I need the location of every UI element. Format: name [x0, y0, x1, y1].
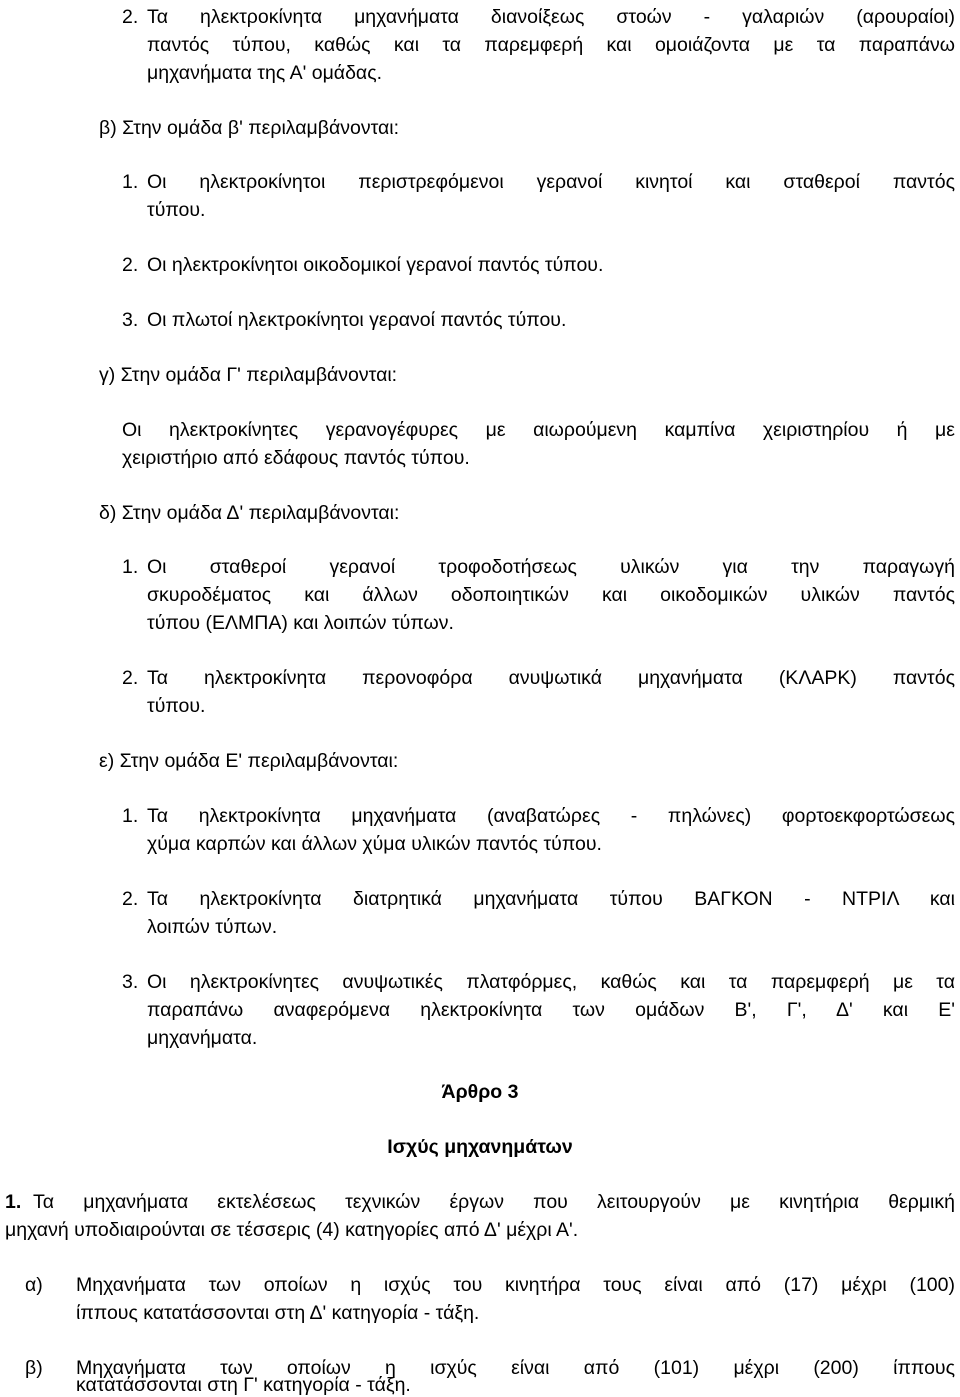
list-item-text: λοιπών τύπων. — [147, 916, 278, 938]
paragraph-text: χειριστήριο από εδάφους παντός τύπου. — [122, 447, 470, 469]
list-item-text: Οι σταθεροί γερανοί τροφοδοτήσεως υλικών για την παραγωγή — [147, 556, 955, 578]
list-item-text: τύπου (ΕΛΜΠΑ) και λοιπών τύπων. — [147, 612, 454, 634]
list-item-text: Οι ηλεκτροκίνητες ανυψωτικές πλατφόρμες, καθώς και τα παρεμφερή με τα — [147, 971, 955, 993]
list-item-text: μηχανήματα. — [147, 1027, 258, 1049]
list-item-text: Οι ηλεκτροκίνητοι περιστρεφόμενοι γερανοί κινητοί και σταθεροί παντός — [147, 171, 955, 193]
subparagraph-text: ίππους κατατάσσονται στη Δ' κατηγορία - τάξη. — [76, 1302, 480, 1324]
list-item-text: παντός τύπου, καθώς και τα παρεμφερή και ομοιάζοντα με τα παραπάνω — [147, 34, 955, 56]
paragraph-text: μηχανή υποδιαιρούνται σε τέσσερις (4) κατηγορίες από Δ' μέχρι Α'. — [5, 1219, 579, 1241]
list-item-text: χύμα καρπών και άλλων χύμα υλικών παντός τύπου. — [147, 833, 602, 855]
section-heading: γ) Στην ομάδα Γ' περιλαμβάνονται: — [99, 364, 398, 386]
article-title: Άρθρο 3 — [441, 1081, 519, 1103]
list-item-text: Τα ηλεκτροκίνητα μηχανήματα (αναβατώρες - πηλώνες) φορτοεκφορτώσεως — [147, 805, 955, 827]
list-number: 2. — [122, 6, 139, 28]
list-number: 2. — [122, 888, 139, 910]
list-item-text: μηχανήματα της Α' ομάδας. — [147, 62, 383, 84]
list-item-text: τύπου. — [147, 695, 206, 717]
list-number: 1. — [122, 556, 139, 578]
list-item-text: Οι ηλεκτροκίνητοι οικοδομικοί γερανοί παντός τύπου. — [147, 254, 604, 276]
list-item-text: Τα ηλεκτροκίνητα μηχανήματα διανοίξεως στοών - γαλαριών (αρουραίοι) — [147, 6, 955, 28]
list-number: 1. — [122, 805, 139, 827]
paragraph-text: Οι ηλεκτροκίνητες γερανογέφυρες με αιωρούμενη καμπίνα χειριστηρίου ή με — [122, 419, 955, 441]
paragraph-text: Τα μηχανήματα εκτελέσεως τεχνικών έργων που λειτουργούν με κινητήρια θερμική — [33, 1191, 955, 1213]
section-heading: ε) Στην ομάδα Ε' περιλαμβάνονται: — [99, 750, 399, 772]
list-item-text: τύπου. — [147, 199, 206, 221]
list-item-text: παραπάνω αναφερόμενα ηλεκτροκίνητα των ομάδων Β', Γ', Δ' και Ε' — [147, 999, 955, 1021]
subparagraph-label: α) — [25, 1274, 43, 1296]
list-number: 2. — [122, 254, 139, 276]
list-item-text: Τα ηλεκτροκίνητα περονοφόρα ανυψωτικά μηχανήματα (ΚΛΑΡΚ) παντός — [147, 667, 955, 689]
list-number: 2. — [122, 667, 139, 689]
section-heading: β) Στην ομάδα β' περιλαμβάνονται: — [99, 117, 400, 139]
section-heading: δ) Στην ομάδα Δ' περιλαμβάνονται: — [99, 502, 400, 524]
article-subtitle: Ισχύς μηχανημάτων — [387, 1136, 573, 1158]
subparagraph-label: β) — [25, 1357, 43, 1379]
list-item-text: σκυροδέματος και άλλων οδοποιητικών και οικοδομικών υλικών παντός — [147, 584, 955, 606]
list-number: 3. — [122, 309, 139, 331]
subparagraph-text: Μηχανήματα των οποίων η ισχύς είναι από (101) μέχρι (200) ίππους — [76, 1357, 955, 1379]
subparagraph-text: κατατάσσονται στη Γ' κατηγορία - τάξη. — [76, 1374, 411, 1396]
list-item-text: Οι πλωτοί ηλεκτροκίνητοι γερανοί παντός τύπου. — [147, 309, 567, 331]
list-number: 1. — [122, 171, 139, 193]
list-item-text: Τα ηλεκτροκίνητα διατρητικά μηχανήματα τύπου ΒΑΓΚΟΝ - ΝΤΡΙΛ και — [147, 888, 955, 910]
subparagraph-text: Μηχανήματα των οποίων η ισχύς του κινητήρα τους είναι από (17) μέχρι (100) — [76, 1274, 955, 1296]
list-number: 3. — [122, 971, 139, 993]
paragraph-number: 1. — [5, 1191, 22, 1213]
